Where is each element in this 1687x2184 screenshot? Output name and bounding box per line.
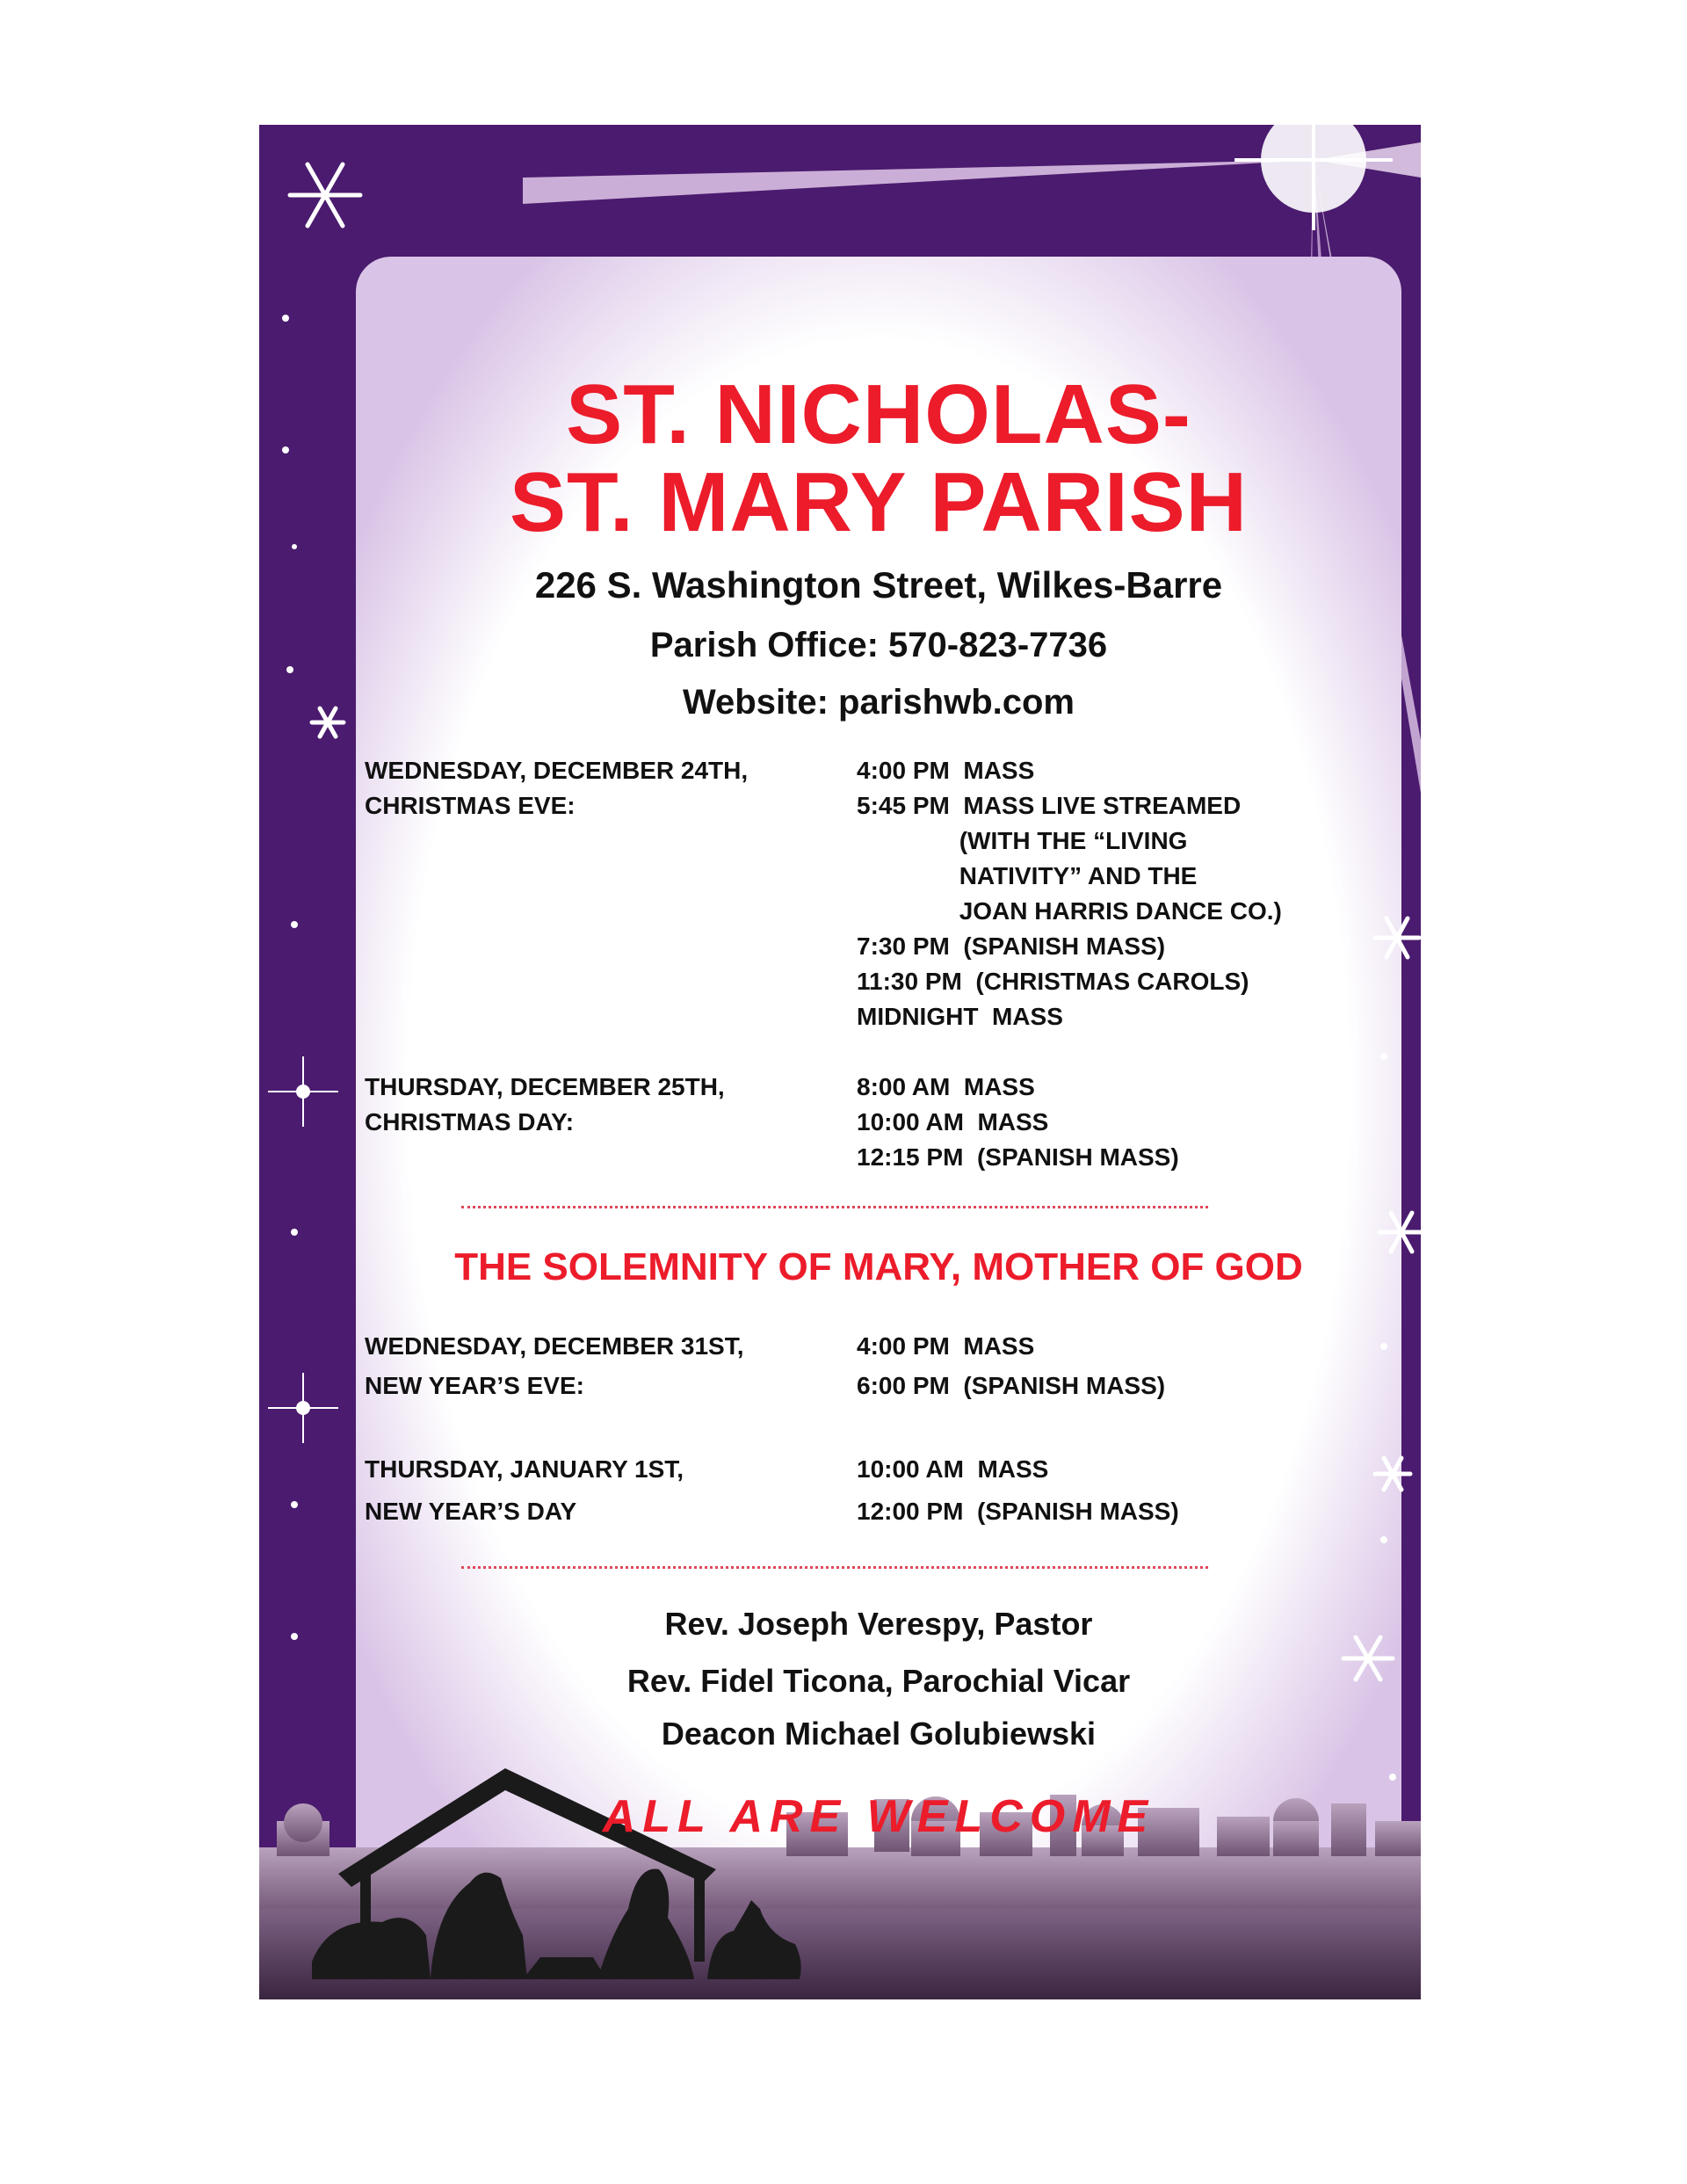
parish-office-phone: Parish Office: 570-823-7736 <box>649 626 1108 664</box>
parish-website: Website: parishwb.com <box>682 683 1075 722</box>
parish-title-line2: ST. MARY PARISH <box>510 455 1248 549</box>
parish-poster <box>259 125 1421 1999</box>
new-years-day-time: 10:00 AM MASS <box>857 1455 1049 1483</box>
clergy-parochial-vicar: Rev. Fidel Ticona, Parochial Vicar <box>626 1663 1131 1699</box>
new-years-day-day: THURSDAY, JANUARY 1ST, <box>365 1455 684 1483</box>
christmas-eve-time: NATIVITY” AND THE <box>857 862 1198 889</box>
new-years-eve-label: NEW YEAR’S EVE: <box>365 1372 584 1399</box>
new-years-eve-day: WEDNESDAY, DECEMBER 31ST, <box>365 1332 744 1360</box>
christmas-day-time: 10:00 AM MASS <box>857 1108 1049 1136</box>
parish-title-line1: ST. NICHOLAS- <box>566 367 1191 461</box>
christmas-eve-day: WEDNESDAY, DECEMBER 24TH, <box>365 757 749 784</box>
new-years-eve-time: 4:00 PM MASS <box>857 1332 1035 1360</box>
clergy-pastor: Rev. Joseph Verespy, Pastor <box>664 1606 1093 1642</box>
parish-address: 226 S. Washington Street, Wilkes-Barre <box>534 564 1223 606</box>
content-panel <box>365 265 1393 1918</box>
solemnity-title: THE SOLEMNITY OF MARY, MOTHER OF GOD <box>454 1245 1303 1288</box>
christmas-eve-time: (WITH THE “LIVING <box>857 827 1188 854</box>
christmas-eve-time: 5:45 PM MASS LIVE STREAMED <box>857 792 1242 819</box>
christmas-eve-time: 11:30 PM (CHRISTMAS CAROLS) <box>857 968 1249 995</box>
christmas-day-label: CHRISTMAS DAY: <box>365 1108 575 1136</box>
section-divider <box>461 1566 1208 1569</box>
section-divider <box>461 1206 1208 1208</box>
christmas-eve-time: 7:30 PM (SPANISH MASS) <box>857 932 1166 960</box>
all-are-welcome: ALL ARE WELCOME <box>602 1791 1155 1842</box>
christmas-day-day: THURSDAY, DECEMBER 25TH, <box>365 1073 725 1100</box>
christmas-eve-time: 4:00 PM MASS <box>857 757 1035 784</box>
new-years-eve-time: 6:00 PM (SPANISH MASS) <box>857 1372 1166 1399</box>
new-years-day-label: NEW YEAR’S DAY <box>365 1498 577 1525</box>
clergy-deacon: Deacon Michael Golubiewski <box>661 1716 1097 1752</box>
christmas-day-time: 12:15 PM (SPANISH MASS) <box>857 1143 1179 1171</box>
christmas-eve-label: CHRISTMAS EVE: <box>365 792 576 819</box>
christmas-day-time: 8:00 AM MASS <box>857 1073 1035 1100</box>
new-years-day-time: 12:00 PM (SPANISH MASS) <box>857 1498 1179 1525</box>
christmas-eve-time: MIDNIGHT MASS <box>857 1003 1063 1030</box>
christmas-eve-time: JOAN HARRIS DANCE CO.) <box>857 897 1282 925</box>
